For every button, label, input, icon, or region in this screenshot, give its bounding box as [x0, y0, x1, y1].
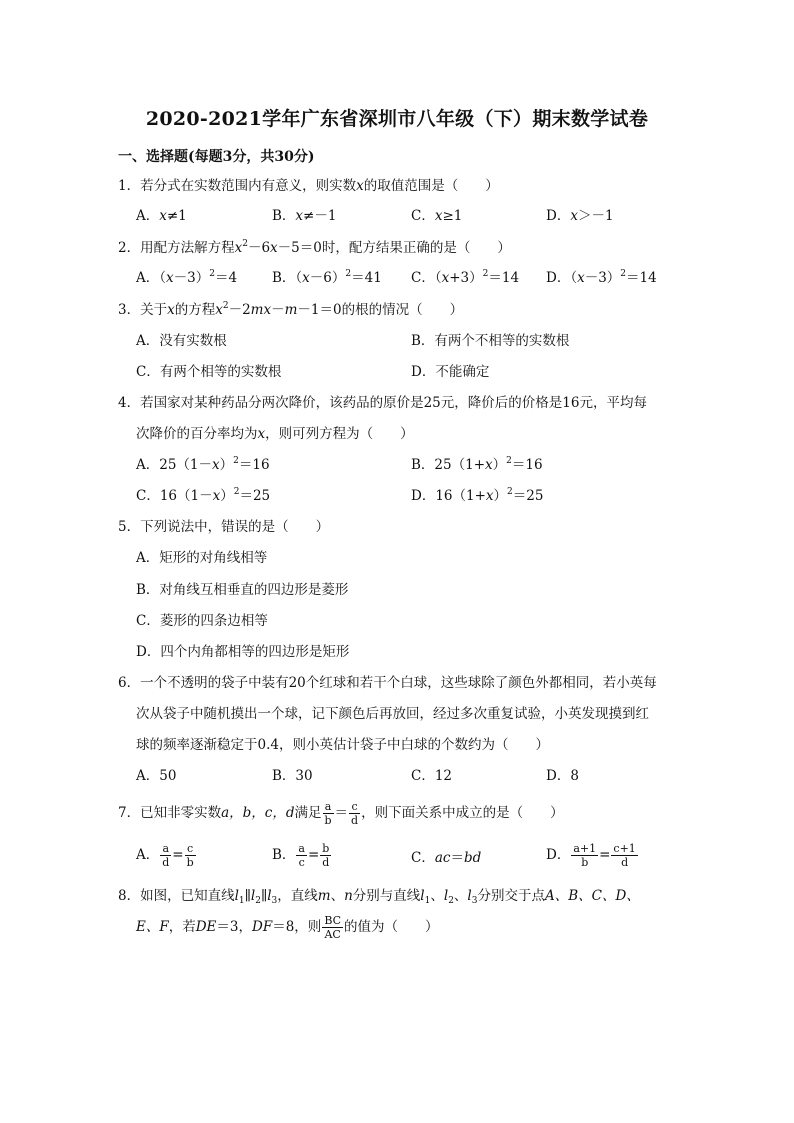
question-3-option-b: B．有两个不相等的实数根 — [411, 333, 570, 349]
question-6-stem-line-2: 次从袋子中随机摸出一个球，记下颜色后再放回，经过多次重复试验，小英发现摸到红 — [136, 706, 649, 722]
question-4-option-c: C．$16(1-x)^2=25$ — [136, 487, 271, 504]
question-4-option-b: B．$25(1+x)^2=16$ — [411, 456, 543, 473]
question-5-option-b: B．对角线互相垂直的四边形是菱形 — [136, 582, 349, 598]
question-7-stem: 7．已知非零实数a，b，c，d满足 $\frac{a}{b}$ ＝ $\frac{c}{d}$ ，则下面关系中成立的是（ ） — [118, 800, 564, 827]
question-2-option-b: B．$(x-6)^2=41$ — [272, 269, 382, 286]
fraction-c-over-d: $\frac{c}{d}$ — [351, 800, 359, 827]
question-5-option-d: D．四个内角都相等的四边形是矩形 — [136, 644, 350, 660]
question-1-option-c: C．x≥1 — [411, 208, 463, 224]
question-5-option-c: C．菱形的四条边相等 — [136, 613, 268, 629]
fraction-bc-over-ac: $\frac{BC}{AC}$ — [324, 914, 342, 941]
question-7-option-b: B． $\frac{a}{c}$ = $\frac{b}{d}$ — [272, 842, 330, 869]
fraction-a-over-b: $\frac{a}{b}$ — [324, 800, 332, 827]
question-2-option-c: C．$(x+3)^2=14$ — [411, 269, 520, 286]
question-4-option-a: A．$25(1-x)^2=16$ — [136, 456, 270, 473]
section-heading: 一、选择题(每题3分，共30分) — [118, 149, 315, 165]
question-3-option-a: A．没有实数根 — [136, 333, 227, 349]
question-2-option-a: A．$(x-3)^2=4$ — [136, 269, 238, 286]
question-2-option-d: D．$(x-3)^2=14$ — [546, 269, 657, 286]
question-6-stem-line-3: 球的频率逐渐稳定于0.4，则小英估计袋子中白球的个数约为（ ） — [136, 737, 549, 753]
question-1-option-d: D．x＞－1 — [546, 208, 614, 224]
question-8-stem-line-1: 8．如图，已知直线$l_1\parallel l_2\parallel l_3$，直线m、n分别与直线$l_1$、$l_2$、$l_3$分别交于点A、B、C、D、 — [118, 888, 640, 906]
question-3-option-d: D．不能确定 — [411, 364, 490, 380]
question-4-stem-line-2: 次降价的百分率均为x，则可列方程为（ ） — [136, 426, 414, 442]
question-7-option-d: D． $\frac{a+1}{b}$ = $\frac{c+1}{d}$ — [546, 842, 636, 869]
question-3-stem: 3．关于x的方程$x^2-2mx-m-1=0$的根的情况（ ） — [118, 301, 464, 318]
question-8-stem-line-2: E、F，若DE＝3，DF＝8，则 $\frac{BC}{AC}$ 的值为（ ） — [136, 914, 439, 941]
question-5-stem: 5．下列说法中，错误的是（ ） — [118, 519, 330, 535]
question-6-option-c: C．12 — [411, 768, 453, 784]
question-7-option-c: C．ac＝bd — [411, 850, 482, 866]
question-3-option-c: C．有两个相等的实数根 — [136, 364, 282, 380]
question-4-option-d: D．$16(1+x)^2=25$ — [411, 487, 544, 504]
question-1-option-a: A．x≠1 — [136, 208, 187, 224]
question-2-stem: 2．用配方法解方程$x^2-6x-5=0$时，配方结果正确的是（ ） — [118, 239, 511, 256]
question-6-option-a: A．50 — [136, 768, 177, 784]
question-4-stem-line-1: 4．若国家对某种药品分两次降价，该药品的原价是25元，降价后的价格是16元，平均每 — [118, 395, 647, 411]
question-5-option-a: A．矩形的对角线相等 — [136, 550, 268, 566]
question-1-stem: 1．若分式在实数范围内有意义，则实数x的取值范围是（ ） — [118, 178, 499, 194]
question-7-option-a: A． $\frac{a}{d}$ = $\frac{c}{b}$ — [136, 842, 194, 869]
question-6-option-d: D．8 — [546, 768, 579, 784]
question-6-stem-line-1: 6．一个不透明的袋子中装有20个红球和若干个白球，这些球除了颜色外都相同，若小英每 — [118, 675, 657, 691]
question-6-option-b: B．30 — [272, 768, 313, 784]
question-1-option-b: B．x≠－1 — [272, 208, 337, 224]
exam-title: 2020-2021学年广东省深圳市八年级（下）期末数学试卷 — [145, 108, 649, 130]
